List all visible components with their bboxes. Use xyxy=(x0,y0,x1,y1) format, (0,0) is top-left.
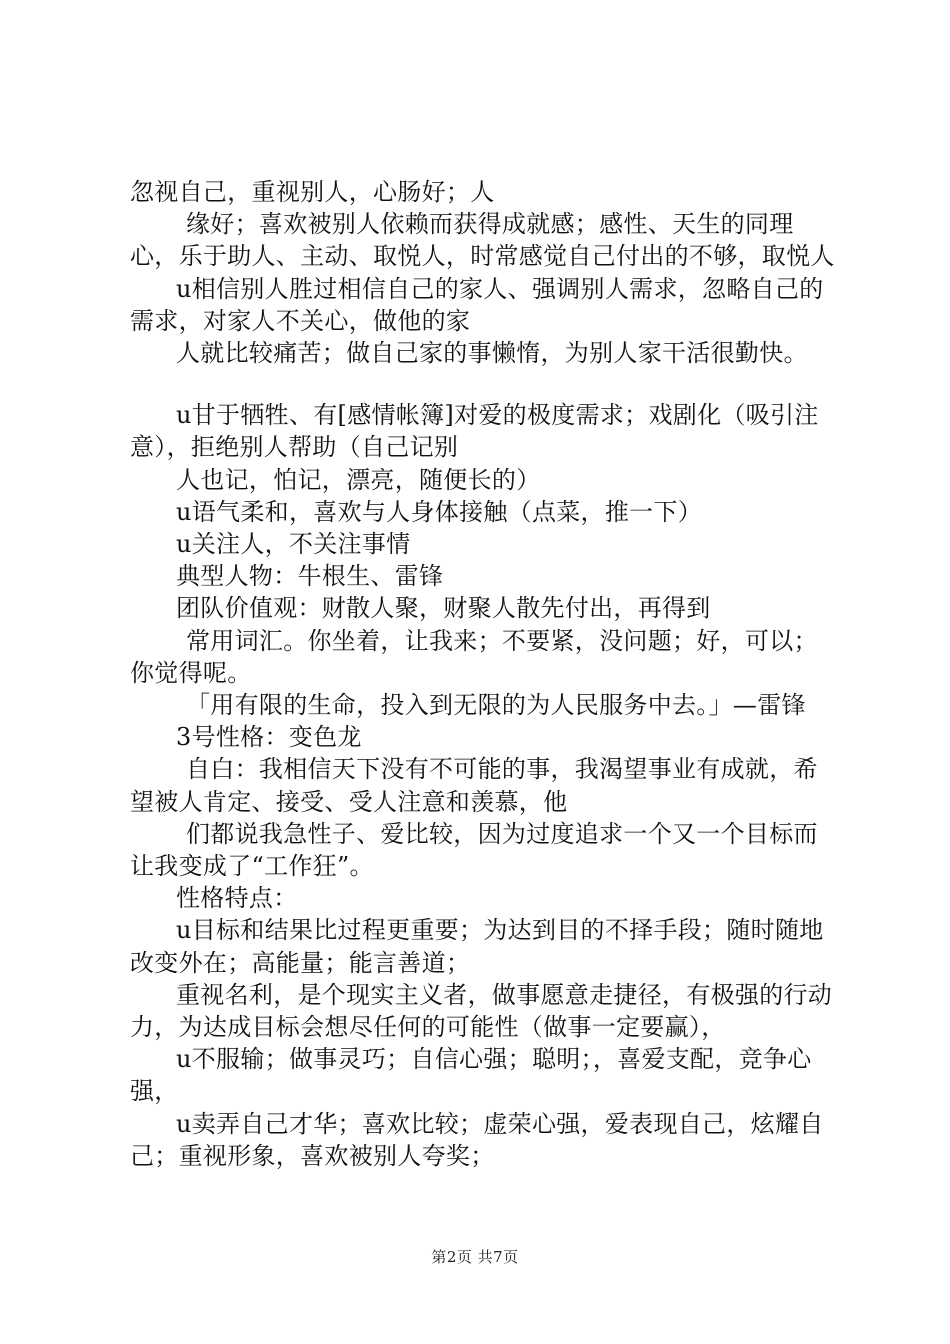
paragraph: 缘好；喜欢被别人依赖而获得成就感；感性、天生的同理心，乐于助人、主动、取悦人，时常感觉自己付出的不够，取悦人 xyxy=(130,210,835,271)
document-body xyxy=(130,176,842,1172)
paragraph: 人也记，怕记，漂亮，随便长的） xyxy=(176,465,541,494)
paragraph: u不服输；做事灵巧；自信心强；聪明；，喜爱支配，竞争心强， xyxy=(130,1045,812,1106)
paragraph: 人就比较痛苦；做自己家的事懒惰，为别人家干活很勤快。 xyxy=(176,339,808,368)
paragraph: u语气柔和，喜欢与人身体接触（点菜，推一下） xyxy=(176,497,703,526)
paragraph: u甘于牺牲、有[感情帐簿]对爱的极度需求；戏剧化（吸引注意），拒绝别人帮助（自己记别 xyxy=(130,401,819,462)
paragraph: 重视名利，是个现实主义者，做事愿意走捷径，有极强的行动力，为达成目标会想尽任何的可能性（做事一定要赢）， xyxy=(130,980,833,1042)
paragraph: 性格特点： xyxy=(176,884,298,913)
paragraph: 团队价值观：财散人聚，财聚人散先付出，再得到 xyxy=(176,594,711,623)
paragraph: u相信别人胜过相信自己的家人、强调别人需求，忽略自己的需求，对家人不关心，做他的家 xyxy=(130,274,824,335)
paragraph: 典型人物：牛根生、雷锋 xyxy=(176,562,444,591)
quote-paragraph: 「用有限的生命，投入到无限的为人民服务中去。」—雷锋 xyxy=(186,691,806,720)
section-heading: 3号性格：变色龙 xyxy=(176,723,362,752)
paragraph: 忽视自己，重视别人，心肠好；人 xyxy=(130,178,495,206)
paragraph: u关注人，不关注事情 xyxy=(176,530,411,559)
paragraph: u卖弄自己才华；喜欢比较；虚荣心强，爱表现自己，炫耀自己；重视形象，喜欢被别人夸奖； xyxy=(130,1109,824,1170)
paragraph: u目标和结果比过程更重要；为达到目的不择手段；随时随地改变外在；高能量；能言善道； xyxy=(130,916,824,977)
paragraph: 自白：我相信天下没有不可能的事，我渴望事业有成就，希望被人肯定、接受、受人注意和羡慕，他 xyxy=(130,755,818,816)
paragraph: 们都说我急性子、爱比较，因为过度追求一个又一个目标而让我变成了“工作狂”。 xyxy=(130,819,818,881)
paragraph: 常用词汇。你坐着，让我来；不要紧，没问题；好，可以；你觉得呢。 xyxy=(130,626,818,687)
page-number-footer: 第2页 共7页 xyxy=(431,1248,519,1266)
